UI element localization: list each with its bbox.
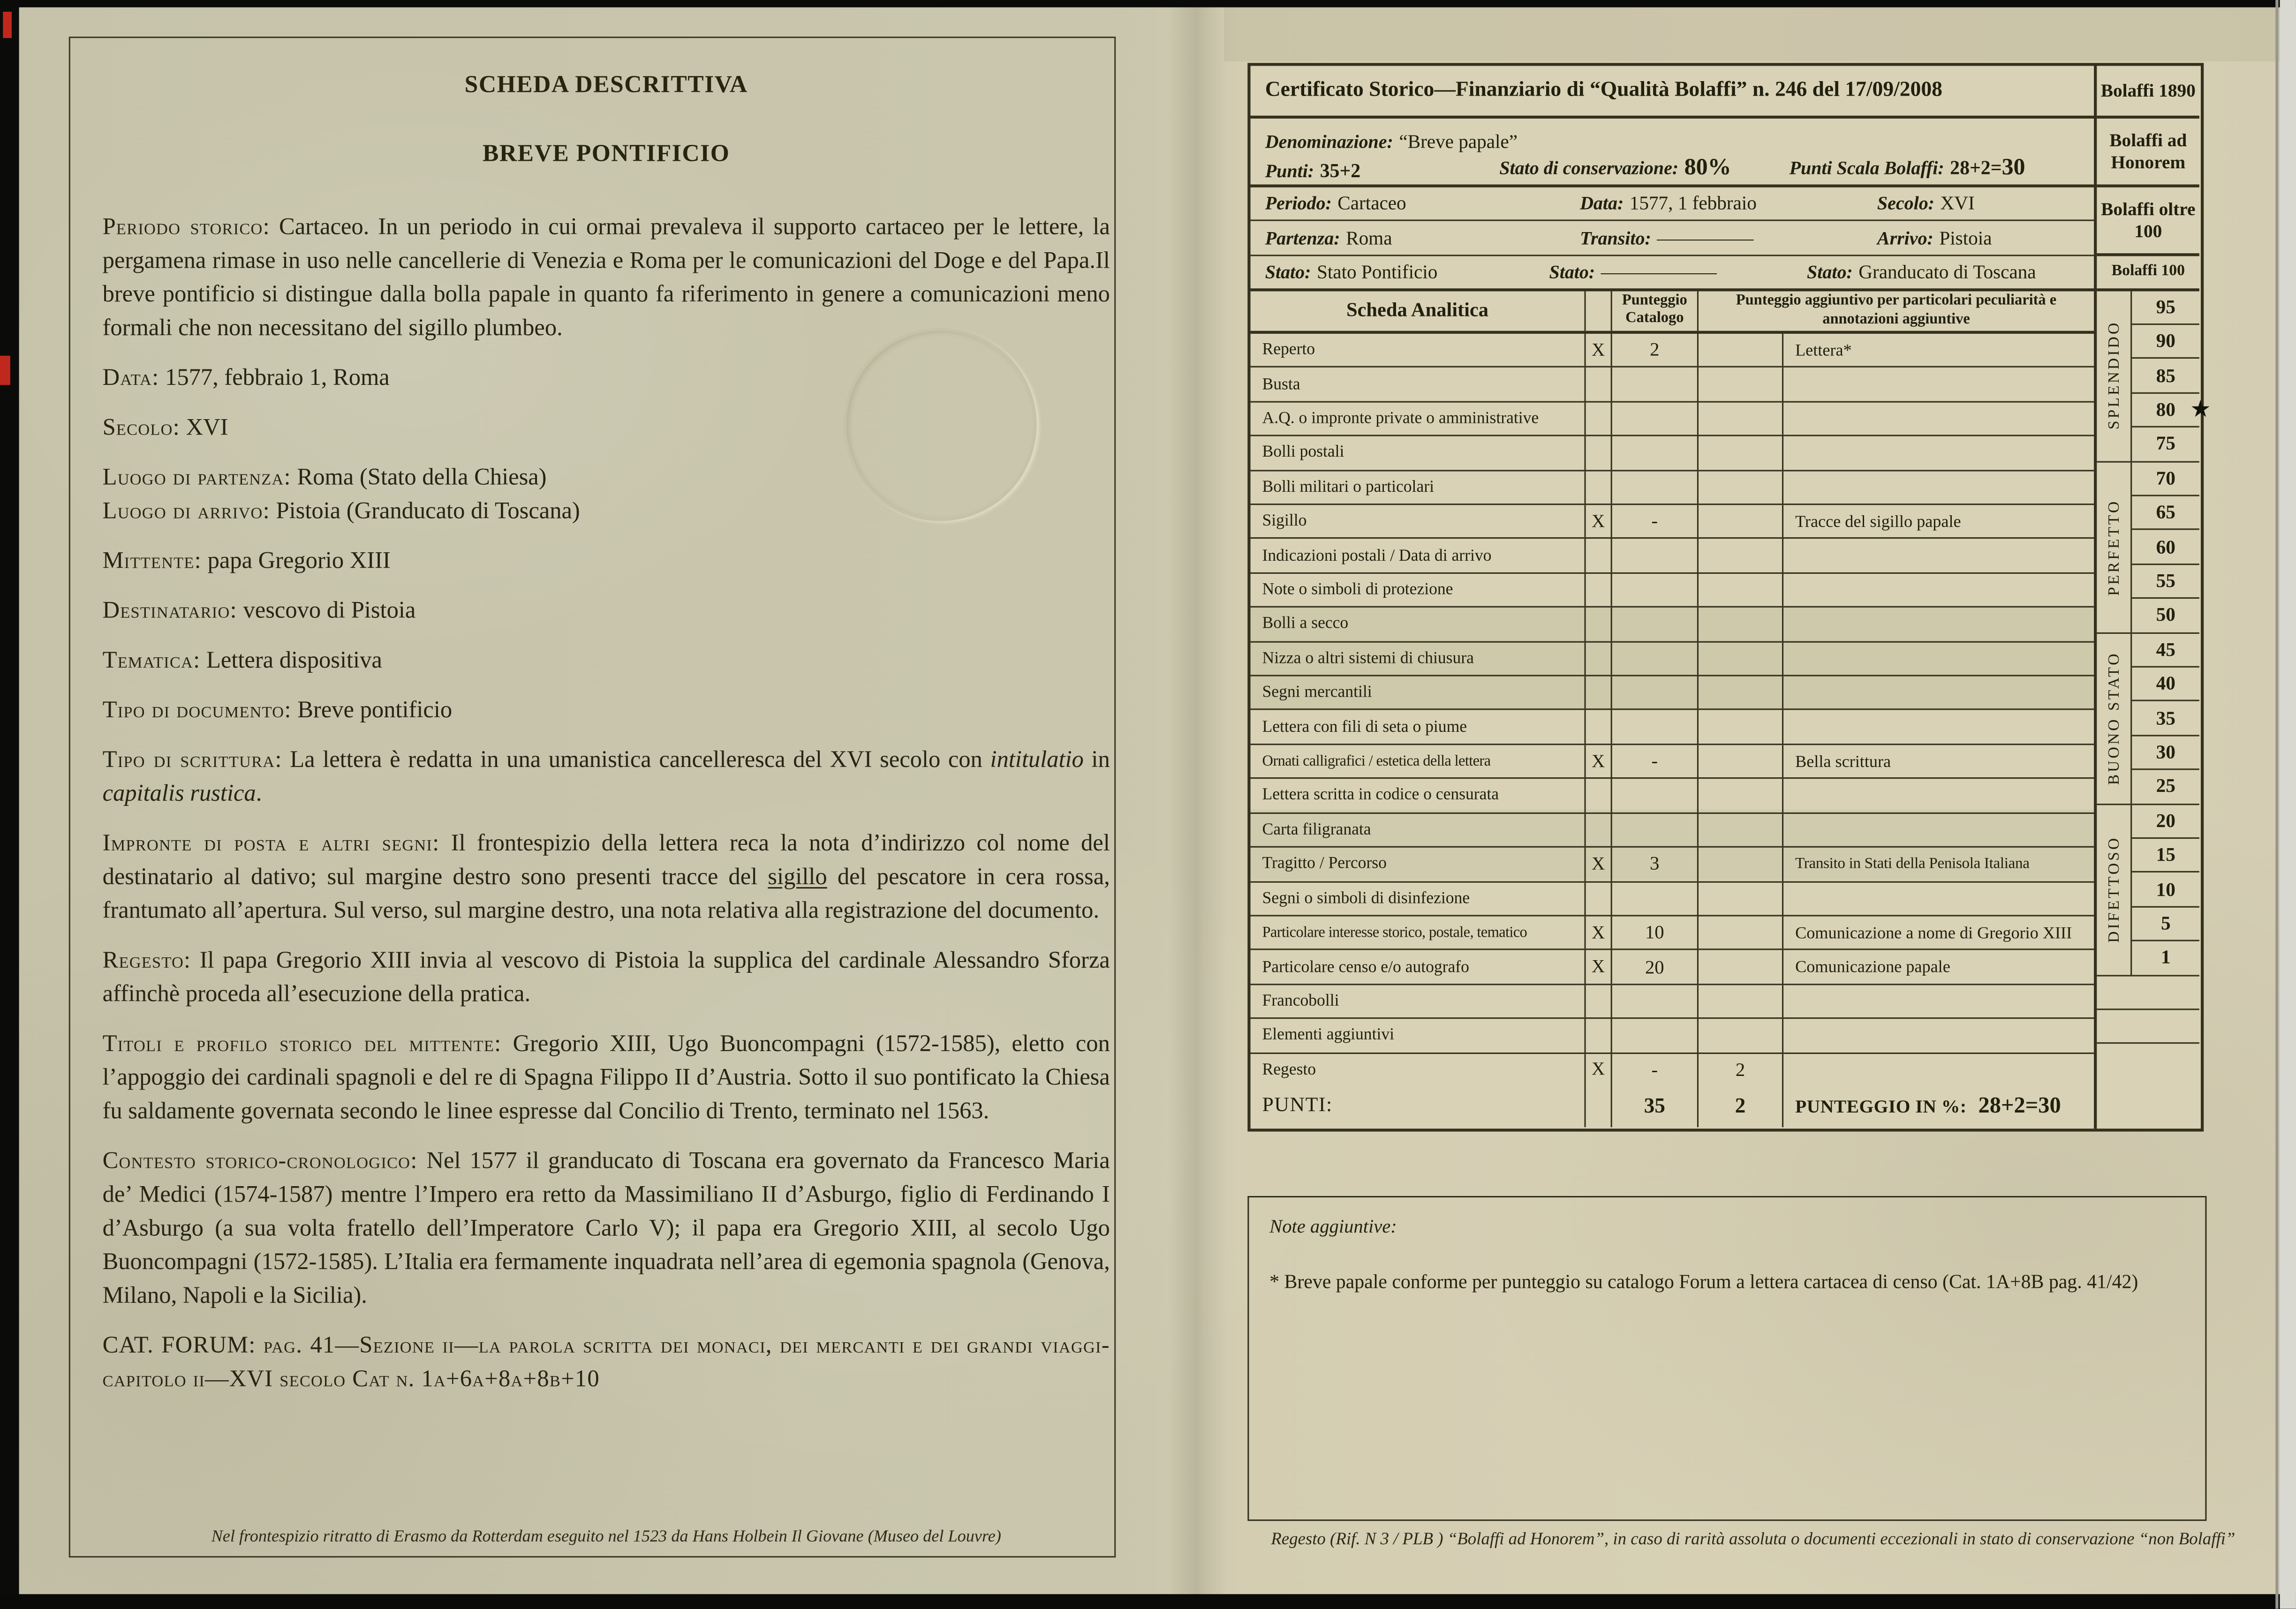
field-label: Stato: <box>1265 262 1311 282</box>
condition-group <box>2097 633 2131 804</box>
row-catalog-points <box>1611 539 1697 572</box>
table-row <box>1251 744 2094 778</box>
row-catalog-points <box>1611 1019 1697 1052</box>
score-scale-column <box>2131 291 2211 976</box>
arrivo-field <box>1877 225 1992 251</box>
row-extra-points <box>1697 745 1782 778</box>
row-extra-points <box>1697 882 1782 915</box>
paragraph-destinatario <box>103 594 1110 628</box>
row-annotation <box>1782 608 2094 641</box>
scan-edge-left <box>0 0 19 1609</box>
row-x-mark <box>1584 813 1610 846</box>
row-label: Tragitto / Percorso <box>1262 855 1387 873</box>
paragraph-secolo <box>103 411 1110 445</box>
paragraph-tipo-documento <box>103 694 1110 728</box>
scale-value: 45 <box>2132 633 2199 668</box>
row-annotation: Comunicazione a nome di Gregorio XIII <box>1782 916 2094 949</box>
field-value: —————— <box>1601 260 1717 282</box>
row-x-mark <box>1584 402 1610 435</box>
row-catalog-points <box>1611 402 1697 435</box>
stato-arrivo-field <box>1807 259 2036 285</box>
field-value: 80% <box>1684 155 1731 180</box>
page-title: SCHEDA DESCRITTIVA <box>464 70 748 98</box>
paragraph-impronte <box>103 827 1110 928</box>
field-text: vescovo di Pistoia <box>243 597 416 624</box>
row-catalog-points <box>1611 711 1697 744</box>
row-label: Note o simboli di protezione <box>1262 581 1453 599</box>
row-x-mark <box>1584 779 1610 812</box>
field-label: Arrivo: <box>1877 227 1933 248</box>
field-label: Periodo storico: <box>102 213 270 241</box>
row-catalog-points <box>1611 608 1697 641</box>
row-label: Indicazioni postali / Data di arrivo <box>1262 547 1492 565</box>
table-row <box>1251 983 2094 1017</box>
table-row <box>1251 880 2094 915</box>
row-annotation: Transito in Stati della Penisola Italiana <box>1782 848 2094 880</box>
row-x-mark <box>1584 1019 1610 1052</box>
row-extra-points <box>1697 950 1782 983</box>
row-x-mark <box>1584 642 1610 675</box>
group-label: DIFETTOSO <box>2105 835 2123 943</box>
row-extra-points <box>1697 813 1782 846</box>
field-text: Pistoia (Granducato di Toscana) <box>276 497 580 524</box>
field-label: Regesto: <box>102 947 191 974</box>
field-label: CAT. FORUM: <box>102 1332 256 1359</box>
secolo-field <box>1877 190 1975 217</box>
paragraph-data <box>103 361 1110 395</box>
group-label: PERFETTO <box>2105 498 2123 595</box>
field-label: Denominazione: <box>1265 132 1393 152</box>
field-label: Stato: <box>1549 262 1595 282</box>
paragraph-titoli <box>103 1028 1110 1128</box>
row-annotation <box>1782 677 2094 709</box>
scale-value: 10 <box>2132 873 2199 907</box>
punti-catalog-total: 35 <box>1611 1086 1697 1127</box>
partenza-row <box>1251 221 2094 256</box>
field-label: PUNTEGGIO IN %: <box>1795 1096 1967 1116</box>
scale-value: 50 <box>2132 599 2199 633</box>
paragraph-tipo-scrittura <box>103 744 1110 811</box>
row-label: Sigillo <box>1262 512 1307 531</box>
field-text: Lettera dispositiva <box>206 647 382 674</box>
table-divider <box>2094 66 2097 1129</box>
field-text: La lettera è redatta in una umanistica cancelleresca del XVI secolo con <box>290 746 990 773</box>
row-x-mark <box>1584 711 1610 744</box>
field-label: Transito: <box>1580 227 1651 248</box>
row-annotation <box>1782 779 2094 812</box>
row-annotation <box>1782 985 2094 1017</box>
field-label: Punti: <box>1265 161 1314 182</box>
scale-value: 55 <box>2132 564 2199 599</box>
table-row <box>1251 949 2094 983</box>
row-label: Particolare censo e/o autografo <box>1262 958 1469 976</box>
table-row <box>1251 846 2094 880</box>
row-x-mark <box>1584 471 1610 504</box>
paragraph-luoghi <box>103 461 1110 529</box>
certificate-title: Certificato Storico—Finanziario di “Qualità Bolaffi” n. 246 del 17/09/2008 <box>1265 78 1942 102</box>
row-annotation: Tracce del sigillo papale <box>1782 505 2094 538</box>
partenza-field <box>1265 225 1392 251</box>
row-extra-points <box>1697 334 1782 367</box>
certificate-header-row <box>1251 66 2094 119</box>
table-row <box>1251 367 2094 401</box>
row-extra-points <box>1697 642 1782 675</box>
field-label: Data: <box>1580 193 1624 214</box>
row-catalog-points <box>1611 985 1697 1017</box>
field-value: Granducato di Toscana <box>1858 260 2036 282</box>
underlined-term: sigillo <box>768 864 827 890</box>
scale-value: 35 <box>2132 702 2199 736</box>
row-x-mark <box>1584 677 1610 709</box>
row-extra-points <box>1697 436 1782 469</box>
row-annotation <box>1782 882 2094 915</box>
row-label: Lettera con fili di seta o piume <box>1262 718 1467 736</box>
field-label: Luogo di partenza: <box>102 464 291 491</box>
row-extra-points <box>1697 573 1782 606</box>
field-text: Cartaceo. In un periodo in cui ormai prevaleva il supporto cartaceo per le lettere, la pergamena rimase in uso nelle cancellerie di Venezia e Roma per le comunicazioni del Doge e del Papa.Il breve pontificio si distingue dalla bolla papale in quanto fa riferimento in genere a comunicazioni meno formali che non necessitano del sigillo plumbeo. <box>102 213 1110 341</box>
condition-group <box>2097 804 2131 976</box>
row-annotation <box>1782 402 2094 435</box>
punti-extra-total: 2 <box>1697 1086 1782 1127</box>
field-label: Impronte di posta e altri segni: <box>102 830 440 857</box>
paragraph-periodo-storico <box>103 211 1110 346</box>
row-extra-points <box>1697 779 1782 812</box>
punti-label: PUNTI: <box>1262 1095 1333 1117</box>
table-row <box>1251 334 2094 367</box>
table-row <box>1251 469 2094 504</box>
field-value: Cartaceo <box>1337 192 1406 214</box>
row-x-mark: X <box>1584 505 1610 538</box>
field-label: Tipo di documento: <box>102 697 292 723</box>
punti-x-cell <box>1584 1086 1610 1127</box>
row-label: Bolli postali <box>1262 444 1344 462</box>
field-label: Secolo: <box>1877 193 1934 214</box>
condition-group <box>2097 462 2131 633</box>
column-header: Punteggio aggiuntivo per particolari peculiarità e annotazioni aggiuntive <box>1697 291 2094 331</box>
paragraph-regesto <box>103 944 1110 1012</box>
right-page <box>1186 0 2296 1609</box>
table-row <box>1251 401 2094 435</box>
field-value: 1577, 1 febbraio <box>1629 192 1757 214</box>
field-text: XVI <box>186 414 228 441</box>
row-annotation <box>1782 573 2094 606</box>
bolaffi-oltre-100-box: Bolaffi oltre 100 <box>2097 188 2199 256</box>
table-row <box>1251 641 2094 675</box>
left-page-footer: Nel frontespizio ritratto di Erasmo da Rotterdam eseguito nel 1523 da Hans Holbein Il Giovane (Museo del Louvre) <box>211 1526 1001 1546</box>
scale-value: 80 <box>2156 398 2175 420</box>
row-catalog-points: 20 <box>1611 950 1697 983</box>
field-label: Titoli e profilo storico del mittente: <box>102 1030 502 1057</box>
periodo-field <box>1265 190 1406 217</box>
scale-empty-cell <box>2097 1010 2199 1044</box>
row-annotation <box>1782 813 2094 846</box>
punti-field <box>1265 158 1360 184</box>
row-x-mark: X <box>1584 848 1610 880</box>
analytic-header-row <box>1251 291 2094 334</box>
scale-value: 70 <box>2132 462 2199 496</box>
conservazione-field <box>1499 155 1731 181</box>
condition-groups-column <box>2097 291 2131 976</box>
scale-value: 5 <box>2132 907 2199 941</box>
scale-value: 65 <box>2132 496 2199 530</box>
row-extra-points <box>1697 402 1782 435</box>
field-label: Stato: <box>1807 262 1853 282</box>
punti-total-row <box>1251 1086 2094 1127</box>
row-extra-points <box>1697 985 1782 1017</box>
paragraph-mittente <box>103 545 1110 579</box>
row-catalog-points: 2 <box>1611 334 1697 367</box>
certificate-table <box>1247 63 2211 1131</box>
row-annotation <box>1782 471 2094 504</box>
table-row <box>1251 675 2094 709</box>
row-catalog-points: - <box>1611 505 1697 538</box>
notes-text: * Breve papale conforme per punteggio su catalogo Forum a lettera cartacea di censo (Cat. 1A+8B pag. 41/42) <box>1269 1271 2138 1293</box>
notes-label: Note aggiuntive: <box>1269 1215 1397 1237</box>
table-row <box>1251 504 2094 538</box>
scale-value: 75 <box>2132 428 2199 462</box>
field-value: 30 <box>2001 155 2025 180</box>
row-catalog-points: 10 <box>1611 916 1697 949</box>
row-label: Nizza o altri sistemi di chiusura <box>1262 649 1474 668</box>
row-x-mark <box>1584 882 1610 915</box>
field-value: Roma <box>1346 226 1392 248</box>
field-text: Breve pontificio <box>297 697 453 723</box>
scan-edge-right <box>2280 0 2296 1609</box>
scale-value: 90 <box>2132 325 2199 359</box>
field-text: papa Gregorio XIII <box>207 547 391 574</box>
scale-value-starred <box>2132 393 2211 428</box>
table-row <box>1251 709 2094 744</box>
row-extra-points <box>1697 505 1782 538</box>
star-icon: ★ <box>2190 394 2211 423</box>
scan-red-mark <box>3 12 12 38</box>
row-label: Reperto <box>1262 341 1315 359</box>
transito-field <box>1580 225 1753 251</box>
stato-transito-field <box>1549 259 1716 285</box>
punti-scala-field <box>1790 155 2025 181</box>
row-label: Bolli militari o particolari <box>1262 478 1435 496</box>
table-row <box>1251 915 2094 949</box>
row-extra-points <box>1697 677 1782 709</box>
scale-value: 30 <box>2132 736 2199 770</box>
field-text: Roma (Stato della Chiesa) <box>297 464 547 491</box>
denominazione-field <box>1265 129 1518 155</box>
field-text: . <box>256 780 262 807</box>
row-catalog-points <box>1611 677 1697 709</box>
row-catalog-points: - <box>1611 745 1697 778</box>
field-label: Mittente: <box>102 547 202 574</box>
field-value: ————— <box>1657 226 1754 248</box>
field-label: Periodo: <box>1265 193 1332 214</box>
stato-row <box>1251 256 2094 290</box>
table-row <box>1251 538 2094 572</box>
row-label: Segni mercantili <box>1262 684 1372 702</box>
row-catalog-points: - <box>1611 1053 1697 1086</box>
row-annotation <box>1782 642 2094 675</box>
row-annotation <box>1782 1053 2094 1086</box>
row-x-mark <box>1584 608 1610 641</box>
field-label: Stato di conservazione: <box>1499 158 1679 179</box>
column-header: Scheda Analitica <box>1346 299 1489 321</box>
row-catalog-points <box>1611 882 1697 915</box>
scale-value: 20 <box>2132 804 2199 839</box>
row-catalog-points <box>1611 813 1697 846</box>
row-extra-points <box>1697 711 1782 744</box>
field-text: in <box>1083 746 1110 773</box>
left-page-body <box>103 70 1110 1397</box>
column-header: Punteggio Catalogo <box>1611 291 1697 331</box>
scale-empty-cell <box>2097 976 2199 1010</box>
bolaffi-1890-box: Bolaffi 1890 <box>2097 66 2199 119</box>
data-field <box>1580 190 1757 217</box>
row-catalog-points <box>1611 436 1697 469</box>
scale-value: 40 <box>2132 668 2199 702</box>
paragraph-tematica <box>103 644 1110 678</box>
denominazione-punti-row <box>1251 119 2094 188</box>
latin-term: intitulatio <box>990 746 1084 773</box>
field-text: 1577, febbraio 1, Roma <box>165 364 390 391</box>
row-x-mark <box>1584 573 1610 606</box>
column-header-x <box>1584 291 1610 331</box>
paragraph-cat-forum <box>103 1329 1110 1397</box>
field-text: Nel 1577 il granducato di Toscana era governato da Francesco Maria de’ Medici (1574-1587) mentre l’Impero era retto da Massimiliano II d’Asburgo, figlio di Ferdinando I d’Asburgo (a sua volta fratello dell’Imperatore Carlo V); il papa era Gregorio XIII, al secolo Ugo Buoncompagni (1572-1585). L’Italia era fermamente inquadrata nell’area di egemonia spagnola (Genova, Milano, Napoli e la Sicilia). <box>102 1147 1110 1309</box>
table-row <box>1251 812 2094 846</box>
scan-edge-bottom <box>0 1594 2296 1609</box>
scan-edge-top <box>0 0 2296 8</box>
field-value: 28+2=30 <box>1978 1093 2061 1119</box>
stato-partenza-field <box>1265 259 1438 285</box>
row-label: Bolli a secco <box>1262 615 1349 633</box>
table-row <box>1251 435 2094 469</box>
field-text: del pescatore in cera rossa, frantumato all’apertura. Sul verso, sul margine destro, una nota relativa alla registrazione del documento. <box>102 864 1110 924</box>
row-label: Busta <box>1262 376 1300 393</box>
row-annotation <box>1782 711 2094 744</box>
field-text: Gregorio XIII, Ugo Buoncompagni (1572-1585), eletto con l’appoggio dei cardinali spagnoli e del re di Spagna Filippo II d’Austria. Sotto il suo pontificato la Chiesa fu saldamente governata secondo le linee espresse dal Concilio di Trento, terminato nel 1563. <box>102 1030 1110 1125</box>
table-row <box>1251 606 2094 640</box>
row-label: Particolare interesse storico, postale, tematico <box>1262 925 1527 941</box>
row-x-mark <box>1584 436 1610 469</box>
scale-value: 15 <box>2132 839 2199 873</box>
row-catalog-points <box>1611 573 1697 606</box>
paragraph-contesto <box>103 1145 1110 1313</box>
row-x-mark: X <box>1584 334 1610 367</box>
field-label: Punti Scala Bolaffi: <box>1789 158 1944 179</box>
field-label: Destinatario: <box>102 597 237 624</box>
bolaffi-100-box: Bolaffi 100 <box>2097 256 2199 290</box>
field-value: Stato Pontificio <box>1316 260 1438 282</box>
condition-group <box>2097 291 2131 462</box>
row-x-mark <box>1584 539 1610 572</box>
field-text: Il papa Gregorio XIII invia al vescovo di Pistoia la supplica del cardinale Alessandro Sforza affinchè proceda all’esecuzione della pratica. <box>102 947 1110 1008</box>
scan-edge-right-line <box>2275 0 2278 1609</box>
scan-red-mark <box>0 356 10 385</box>
scale-value: 85 <box>2132 359 2199 393</box>
row-annotation: Bella scrittura <box>1782 745 2094 778</box>
row-annotation: Comunicazione papale <box>1782 950 2094 983</box>
row-catalog-points <box>1611 779 1697 812</box>
row-extra-points <box>1697 368 1782 401</box>
right-page-footer: Regesto (Rif. N 3 / PLB ) “Bolaffi ad Honorem”, in caso di rarità assoluta o documenti eccezionali in stato di conservazione “non Bolaffi” <box>1271 1528 2236 1549</box>
scale-value: 60 <box>2132 530 2199 564</box>
field-text: pag. 41—Sezione ii—la parola scritta dei monaci, dei mercanti e dei grandi viaggi-capitolo ii—XVI secolo Cat n. 1a+6a+8a+8b+10 <box>102 1332 1110 1392</box>
row-catalog-points <box>1611 471 1697 504</box>
row-extra-points <box>1697 608 1782 641</box>
field-value: “Breve papale” <box>1399 130 1518 152</box>
row-catalog-points: 3 <box>1611 848 1697 880</box>
field-label: Secolo: <box>102 414 180 441</box>
row-label: Francobolli <box>1262 992 1339 1010</box>
field-value: Pistoia <box>1939 226 1992 248</box>
scale-value: 95 <box>2132 291 2199 325</box>
table-row <box>1251 1052 2094 1086</box>
row-extra-points <box>1697 539 1782 572</box>
group-label: SPLENDIDO <box>2105 321 2123 430</box>
row-annotation <box>1782 368 2094 401</box>
analytic-rows <box>1251 334 2094 1086</box>
row-label: Elementi aggiuntivi <box>1262 1026 1395 1045</box>
row-x-mark <box>1584 368 1610 401</box>
notes-box <box>1247 1196 2206 1521</box>
field-value: 28+2= <box>1950 157 2002 179</box>
row-catalog-points <box>1611 642 1697 675</box>
field-label: Partenza: <box>1265 227 1340 248</box>
row-label: Carta filigranata <box>1262 821 1371 839</box>
table-row <box>1251 1017 2094 1052</box>
row-extra-points <box>1697 916 1782 949</box>
row-annotation <box>1782 436 2094 469</box>
row-annotation <box>1782 539 2094 572</box>
field-label: Data: <box>102 364 159 391</box>
row-extra-points <box>1697 471 1782 504</box>
field-text: Il frontespizio della lettera reca la nota d’indirizzo col nome del destinatario al dativo; sul margine destro sono presenti tracce del <box>102 830 1110 890</box>
row-label: A.Q. o impronte private o amministrative <box>1262 410 1539 428</box>
row-label: Lettera scritta in codice o censurata <box>1262 787 1499 804</box>
scale-value: 25 <box>2132 770 2199 804</box>
punteggio-percent <box>1782 1086 2094 1127</box>
row-extra-points: 2 <box>1697 1053 1782 1086</box>
scale-value: 1 <box>2132 941 2199 976</box>
row-extra-points <box>1697 848 1782 880</box>
row-x-mark: X <box>1584 1053 1610 1086</box>
field-value: 35+2 <box>1320 159 1361 182</box>
row-catalog-points <box>1611 368 1697 401</box>
latin-term: capitalis rustica <box>102 780 256 807</box>
bolaffi-ad-honorem-box: Bolaffi ad Honorem <box>2097 119 2199 188</box>
row-x-mark: X <box>1584 950 1610 983</box>
row-x-mark: X <box>1584 745 1610 778</box>
field-label: Tematica: <box>102 647 201 674</box>
row-label: Segni o simboli di disinfezione <box>1262 889 1470 907</box>
field-label: Luogo di arrivo: <box>102 497 270 524</box>
periodo-row <box>1251 188 2094 221</box>
row-annotation: Lettera* <box>1782 334 2094 367</box>
row-label: Ornati calligrafici / estetica della lettera <box>1262 753 1491 770</box>
row-annotation <box>1782 1019 2094 1052</box>
field-label: Tipo di scrittura: <box>102 746 282 773</box>
group-label: BUONO STATO <box>2105 651 2123 785</box>
row-x-mark: X <box>1584 916 1610 949</box>
page-subtitle: BREVE PONTIFICIO <box>482 139 730 167</box>
table-row <box>1251 572 2094 606</box>
row-x-mark <box>1584 985 1610 1017</box>
row-label: Regesto <box>1262 1060 1316 1079</box>
table-row <box>1251 778 2094 812</box>
field-value: XVI <box>1940 192 1975 214</box>
row-extra-points <box>1697 1019 1782 1052</box>
field-label: Contesto storico-cronologico: <box>102 1147 418 1174</box>
